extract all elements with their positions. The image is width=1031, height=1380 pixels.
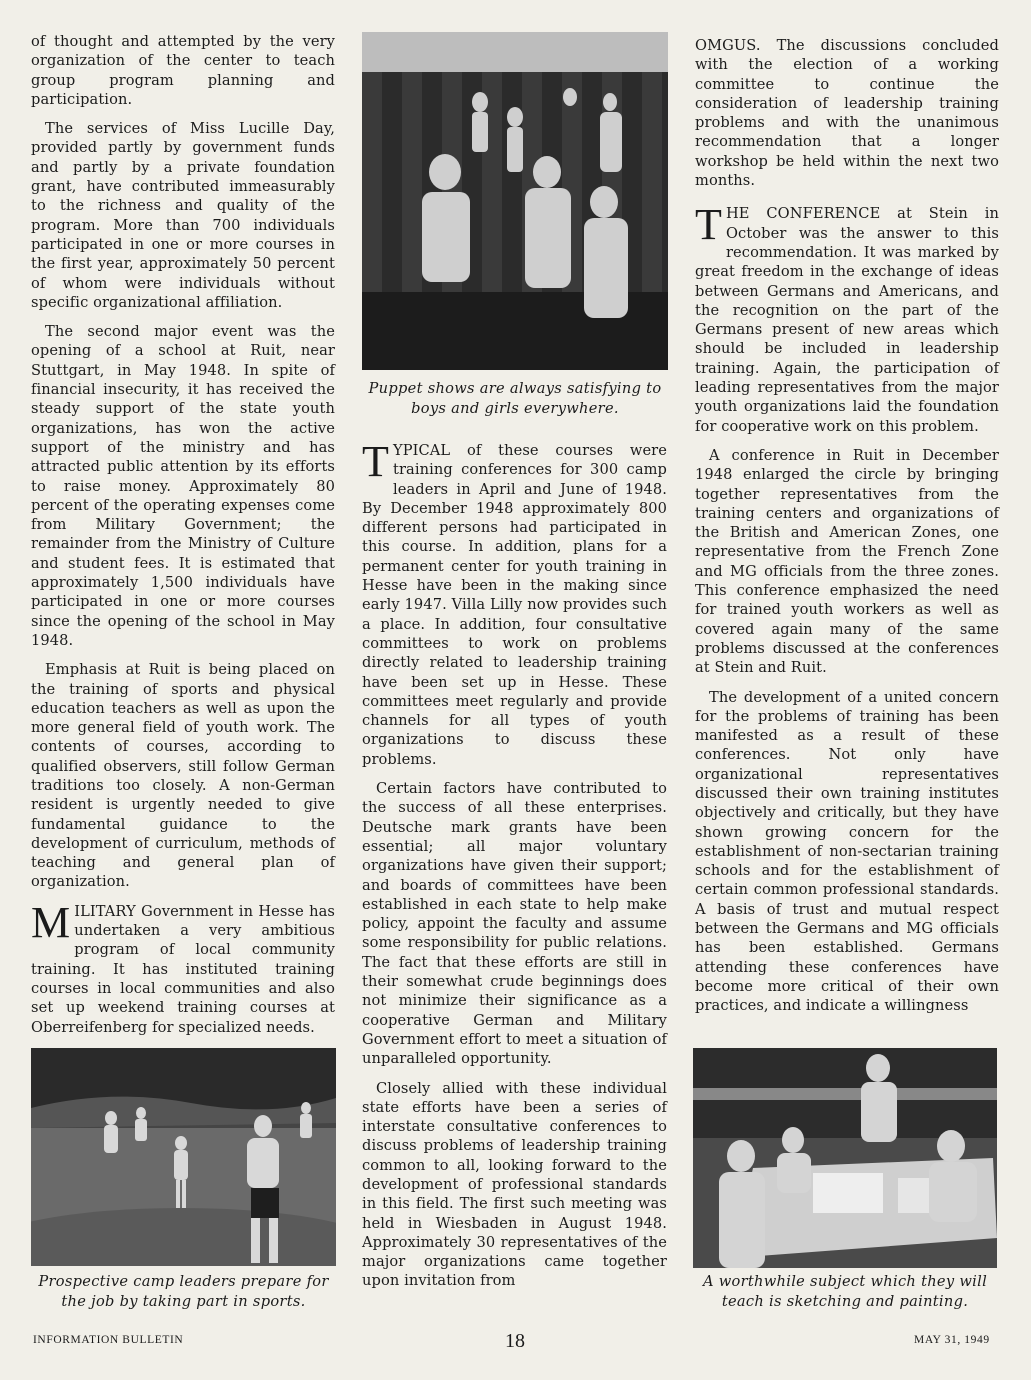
caption-puppet-show: Puppet shows are always satisfying to boys and girls everywhere. [368,380,662,417]
paragraph-text: HE CONFERENCE at Stein in October was the answer to this recommendation. It was marked by great freedom in the exchange of ideas between Germans and Americans, and the recognition on the part of the Germans present of new areas which should be included in leadership training. Again, the participation of leading representatives from the major youth organizations laid the foundation for cooperative work on this problem. [695,205,999,435]
column-3 [695,36,999,1026]
paragraph-text: ILITARY Government in Hesse has undertaken a very ambitious program of local community training. It has instituted training courses in local communities and also set up weekend training courses at Oberreifenberg for specialized needs. [31,902,335,1036]
drop-cap: T [362,437,389,486]
caption-sketching: A worthwhile subject which they will teach is sketching and painting. [702,1273,988,1310]
paragraph: The second major event was the opening of a school at Ruit, near Stuttgart, in May 1948. In spite of financial insecurity, it has received the steady support of the state youth organizations, has won the active support of the ministry and has attracted public attention by its efforts to raise money. Approximately 80 percent of the operating expenses come from Military Government; the remainder from the Ministry of Culture and student fees. It is estimated that approximately 1,500 individuals have participated in one or more courses since the opening of the school in May 1948. [31,323,335,649]
paragraph: Emphasis at Ruit is being placed on the training of sports and physical education teachers as well as upon the more general field of youth work. The contents of courses, according to qualified observers, still follow German traditions too closely. A non-German resident is urgently needed to give fundamental guidance to the development of curriculum, methods of teaching and general plan of organization. [31,661,335,891]
drop-cap: T [695,200,722,250]
paragraph: Closely allied with these individual state efforts have been a series of interstate consultative conferences to discuss problems of leadership training common to all, looking forward to the development of professional standards in this field. The first such meeting was held in Wiesbaden in August 1948. Approximately 30 representatives of the major organizations came together upon invitation from [362,1079,667,1290]
caption-sports: Prospective camp leaders prepare for the job by taking part in sports. [38,1273,329,1310]
paragraph [362,437,667,769]
footer-date: MAY 31, 1949 [914,1334,990,1346]
paragraph: Certain factors have contributed to the success of all these enterprises. Deutsche mark grants have been essential; all major voluntary organizations have given their support; and boards of committees have been established in each state to help make policy, appoint the faculty and assume some responsibility for public relations. The fact that these efforts are still in their somewhat crude beginnings does not minimize their significance as a cooperative German and Military Government effort to meet a situation of unparalleled opportunity. [362,780,667,1068]
footer-publication: INFORMATION BULLETIN [33,1334,184,1346]
paragraph: A conference in Ruit in December 1948 enlarged the circle by bringing together representatives from the training centers and organizations of the British and American Zones, one representative from the French Zone and MG officials from the three zones. This conference emphasized the need for trained youth workers as well as covered again many of the same problems discussed at the conferences at Stein and Ruit. [695,446,999,677]
photo-sketching [693,1048,997,1268]
drop-cap: M [31,897,71,947]
paragraph: of thought and attempted by the very organization of the center to teach group program planning and participation. [31,33,335,108]
photo-puppet-show [362,32,668,370]
photo-sports [31,1048,336,1266]
page-number: 18 [505,1330,525,1352]
paragraph [31,897,335,1037]
column-2 [362,437,667,1301]
column-1 [31,32,335,1047]
paragraph: OMGUS. The discussions concluded with the election of a working committee to continue the consideration of leadership training problems and with the unanimous recommendation that a longer workshop be held within the next two months. [695,37,999,190]
paragraph: The services of Miss Lucille Day, provided partly by government funds and partly by a private foundation grant, have contributed immeasurably to the richness and quality of the program. More than 700 individuals participated in one or more courses in the first year, approximately 50 percent of whom were individuals without specific organizational affiliation. [31,120,335,311]
paragraph-text: YPICAL of these courses were training conferences for 300 camp leaders in April and June of 1948. By December 1948 approximately 800 different persons had participated in this course. In addition, plans for a permanent center for youth training in Hesse have been in the making since early 1947. Villa Lilly now provides such a place. In addition, four consultative committees to work on problems directly related to leadership training have been set up in Hesse. These committees meet regularly and provide channels for all types of youth organizations to discuss these problems. [362,442,667,768]
paragraph [695,200,999,436]
paragraph: The development of a united concern for the problems of training has been manifested as a result of these conferences. Not only have organizational representatives discussed their own training institutes objectively and critically, but they have shown growing concern for the establishment of non-sectarian training schools and for the establishment of certain common professional standards. A basis of trust and mutual respect between the Germans and MG officials has been established. Germans attending these conferences have become more critical of their own practices, and indicate a willingness [695,688,999,1015]
